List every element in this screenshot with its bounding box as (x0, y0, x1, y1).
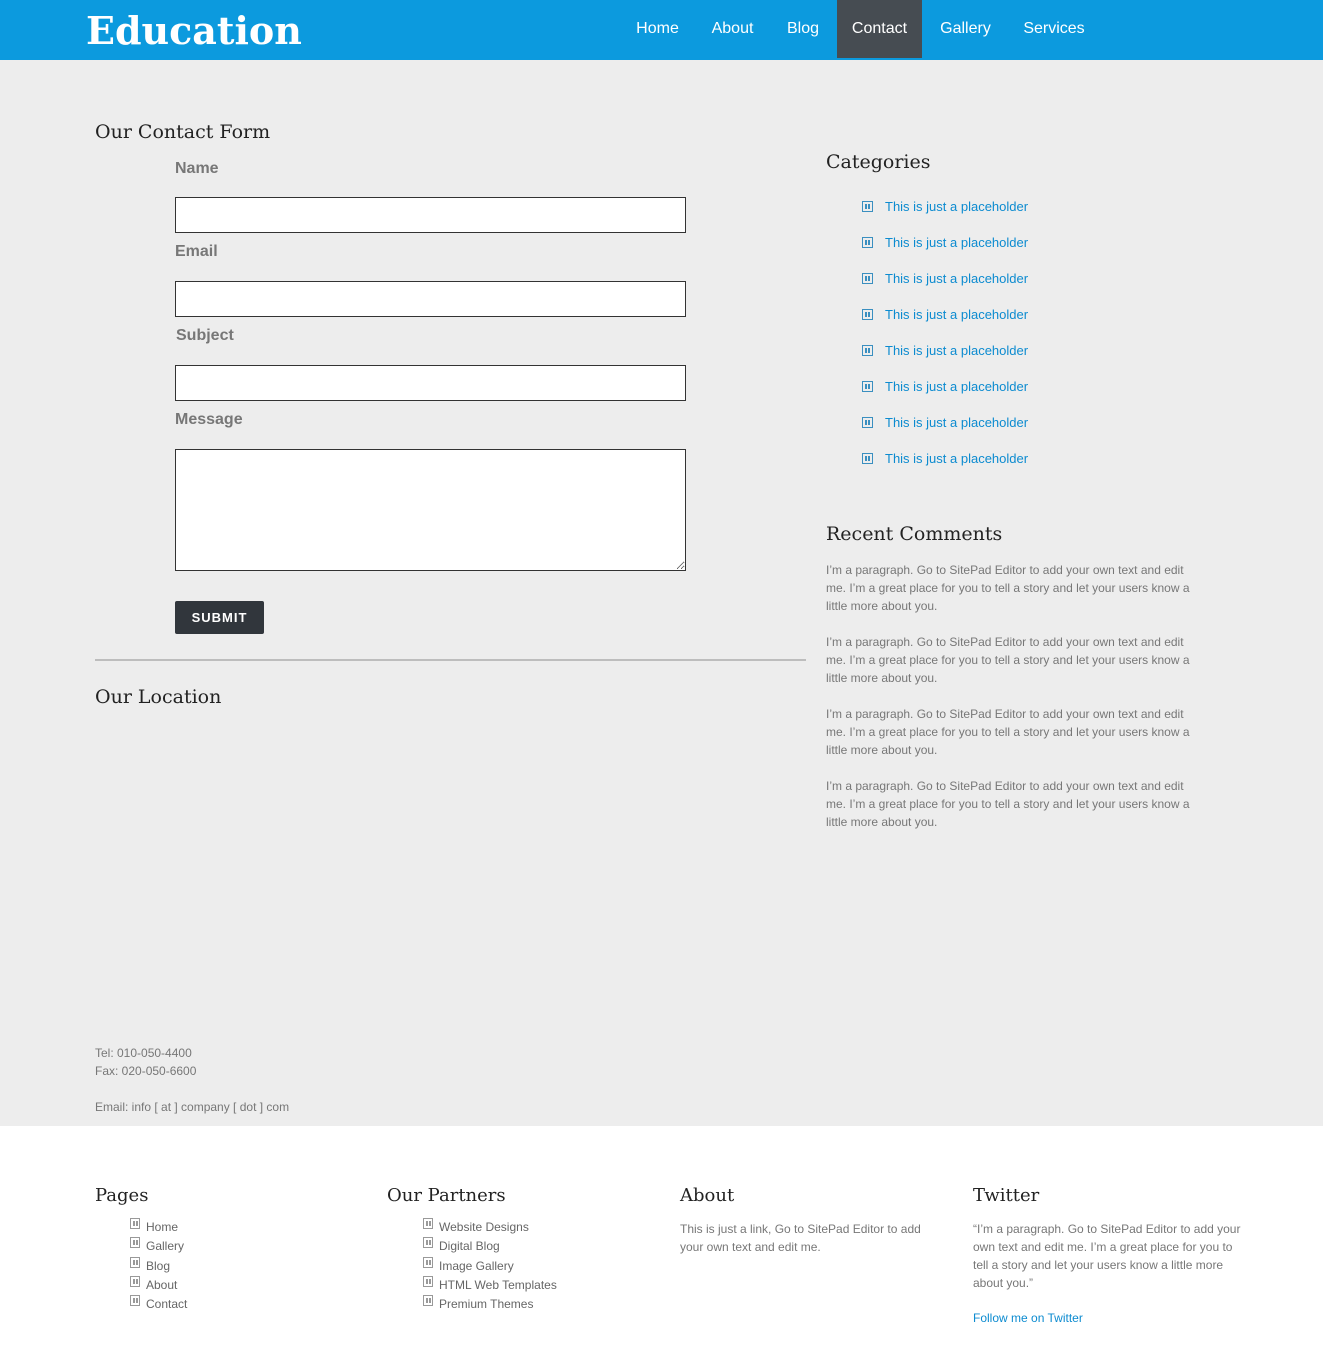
name-input[interactable] (175, 197, 686, 233)
category-link[interactable]: This is just a placeholder (885, 234, 1029, 250)
category-icon (862, 417, 873, 428)
page-icon (130, 1218, 140, 1229)
category-link[interactable]: This is just a placeholder (885, 198, 1029, 214)
nav-services[interactable]: Services (1023, 20, 1085, 37)
category-item[interactable] (862, 306, 1028, 322)
page-icon (423, 1257, 433, 1268)
footer-page-link[interactable] (130, 1220, 178, 1234)
footer-partner-link[interactable] (423, 1297, 533, 1311)
category-icon (862, 345, 873, 356)
footer-page-link[interactable] (130, 1259, 170, 1273)
footer-link-label[interactable]: Contact (146, 1297, 188, 1311)
category-link[interactable]: This is just a placeholder (885, 414, 1029, 430)
fax-text: Fax: 020-050-6600 (95, 1064, 197, 1078)
category-item[interactable] (862, 414, 1028, 430)
twitter-quote: “I’m a paragraph. Go to SitePad Editor to add your own text and edit me. I’m a great place for you to tell a story and let your users know a little more about you.” (973, 1222, 1241, 1290)
footer-link-label[interactable]: Home (146, 1220, 179, 1234)
footer-page-link[interactable] (130, 1297, 187, 1311)
category-link[interactable]: This is just a placeholder (885, 270, 1029, 286)
footer-partner-link[interactable] (423, 1278, 557, 1292)
category-icon (862, 309, 873, 320)
section-divider (95, 659, 806, 661)
footer-about-title: About (680, 1185, 735, 1206)
nav-contact[interactable]: Contact (837, 0, 922, 58)
category-icon (862, 201, 873, 212)
category-link[interactable]: This is just a placeholder (885, 306, 1029, 322)
footer-about-text: This is just a link, Go to SitePad Editor to add your own text and edit me. (680, 1222, 921, 1254)
site-header (0, 0, 1323, 60)
category-icon (862, 381, 873, 392)
site-logo[interactable]: Education (86, 8, 302, 53)
categories-title: Categories (826, 151, 931, 173)
name-label: Name (175, 160, 219, 177)
category-icon (862, 237, 873, 248)
category-item[interactable] (862, 378, 1028, 394)
category-link[interactable]: This is just a placeholder (885, 342, 1029, 358)
category-icon (862, 273, 873, 284)
footer-link-label[interactable]: Gallery (146, 1239, 185, 1253)
email-text: Email: info [ at ] company [ dot ] com (95, 1100, 290, 1114)
footer-twitter-title: Twitter (973, 1185, 1040, 1206)
email-input[interactable] (175, 281, 686, 317)
comment-text: I’m a paragraph. Go to SitePad Editor to add your own text and edit me. I’m a great place for you to tell a story and let your users know a little more about you. (826, 635, 1190, 685)
nav-about[interactable]: About (711, 20, 754, 37)
category-item[interactable] (862, 270, 1028, 286)
category-item[interactable] (862, 234, 1028, 250)
subject-label: Subject (176, 327, 234, 344)
nav-home[interactable]: Home (636, 20, 679, 37)
footer-link-label[interactable]: Premium Themes (439, 1297, 534, 1311)
footer-link-label[interactable]: HTML Web Templates (439, 1278, 557, 1292)
category-link[interactable]: This is just a placeholder (885, 378, 1029, 394)
category-icon (862, 453, 873, 464)
footer-partner-link[interactable] (423, 1220, 529, 1234)
comment-text: I’m a paragraph. Go to SitePad Editor to add your own text and edit me. I’m a great place for you to tell a story and let your users know a little more about you. (826, 563, 1190, 613)
page-icon (130, 1276, 140, 1287)
page-icon (423, 1237, 433, 1248)
category-link[interactable]: This is just a placeholder (885, 450, 1029, 466)
footer-link-label[interactable]: Blog (146, 1259, 171, 1273)
page-icon (130, 1257, 140, 1268)
page-icon (423, 1295, 433, 1306)
category-item[interactable] (862, 198, 1028, 214)
page-icon (423, 1276, 433, 1287)
page-icon (130, 1295, 140, 1306)
footer-pages-title: Pages (95, 1185, 149, 1206)
location-title: Our Location (95, 686, 222, 708)
footer-link-label[interactable]: Image Gallery (439, 1259, 514, 1273)
recent-comments-title: Recent Comments (826, 523, 1003, 545)
footer-page-link[interactable] (130, 1239, 184, 1253)
submit-button[interactable]: SUBMIT (175, 601, 264, 634)
category-item[interactable] (862, 450, 1028, 466)
footer-link-label[interactable]: About (146, 1278, 178, 1292)
page-icon (423, 1218, 433, 1229)
message-textarea[interactable] (175, 449, 686, 571)
footer-partners-title: Our Partners (387, 1185, 506, 1206)
email-label: Email (175, 243, 218, 260)
footer-link-label[interactable]: Digital Blog (439, 1239, 500, 1253)
footer-link-label[interactable]: Website Designs (439, 1220, 529, 1234)
message-label: Message (175, 411, 243, 428)
subject-input[interactable] (175, 365, 686, 401)
nav-blog[interactable]: Blog (786, 20, 820, 37)
contact-form-title: Our Contact Form (95, 121, 271, 143)
page-icon (130, 1237, 140, 1248)
footer-partner-link[interactable] (423, 1259, 514, 1273)
footer-page-link[interactable] (130, 1278, 177, 1292)
comment-text: I’m a paragraph. Go to SitePad Editor to add your own text and edit me. I’m a great place for you to tell a story and let your users know a little more about you. (826, 779, 1190, 829)
tel-text: Tel: 010-050-4400 (95, 1046, 192, 1060)
category-item[interactable] (862, 342, 1028, 358)
nav-gallery[interactable]: Gallery (940, 20, 991, 37)
follow-twitter-link[interactable]: Follow me on Twitter (973, 1311, 1083, 1325)
footer-partner-link[interactable] (423, 1239, 500, 1253)
comment-text: I’m a paragraph. Go to SitePad Editor to add your own text and edit me. I’m a great place for you to tell a story and let your users know a little more about you. (826, 707, 1190, 757)
